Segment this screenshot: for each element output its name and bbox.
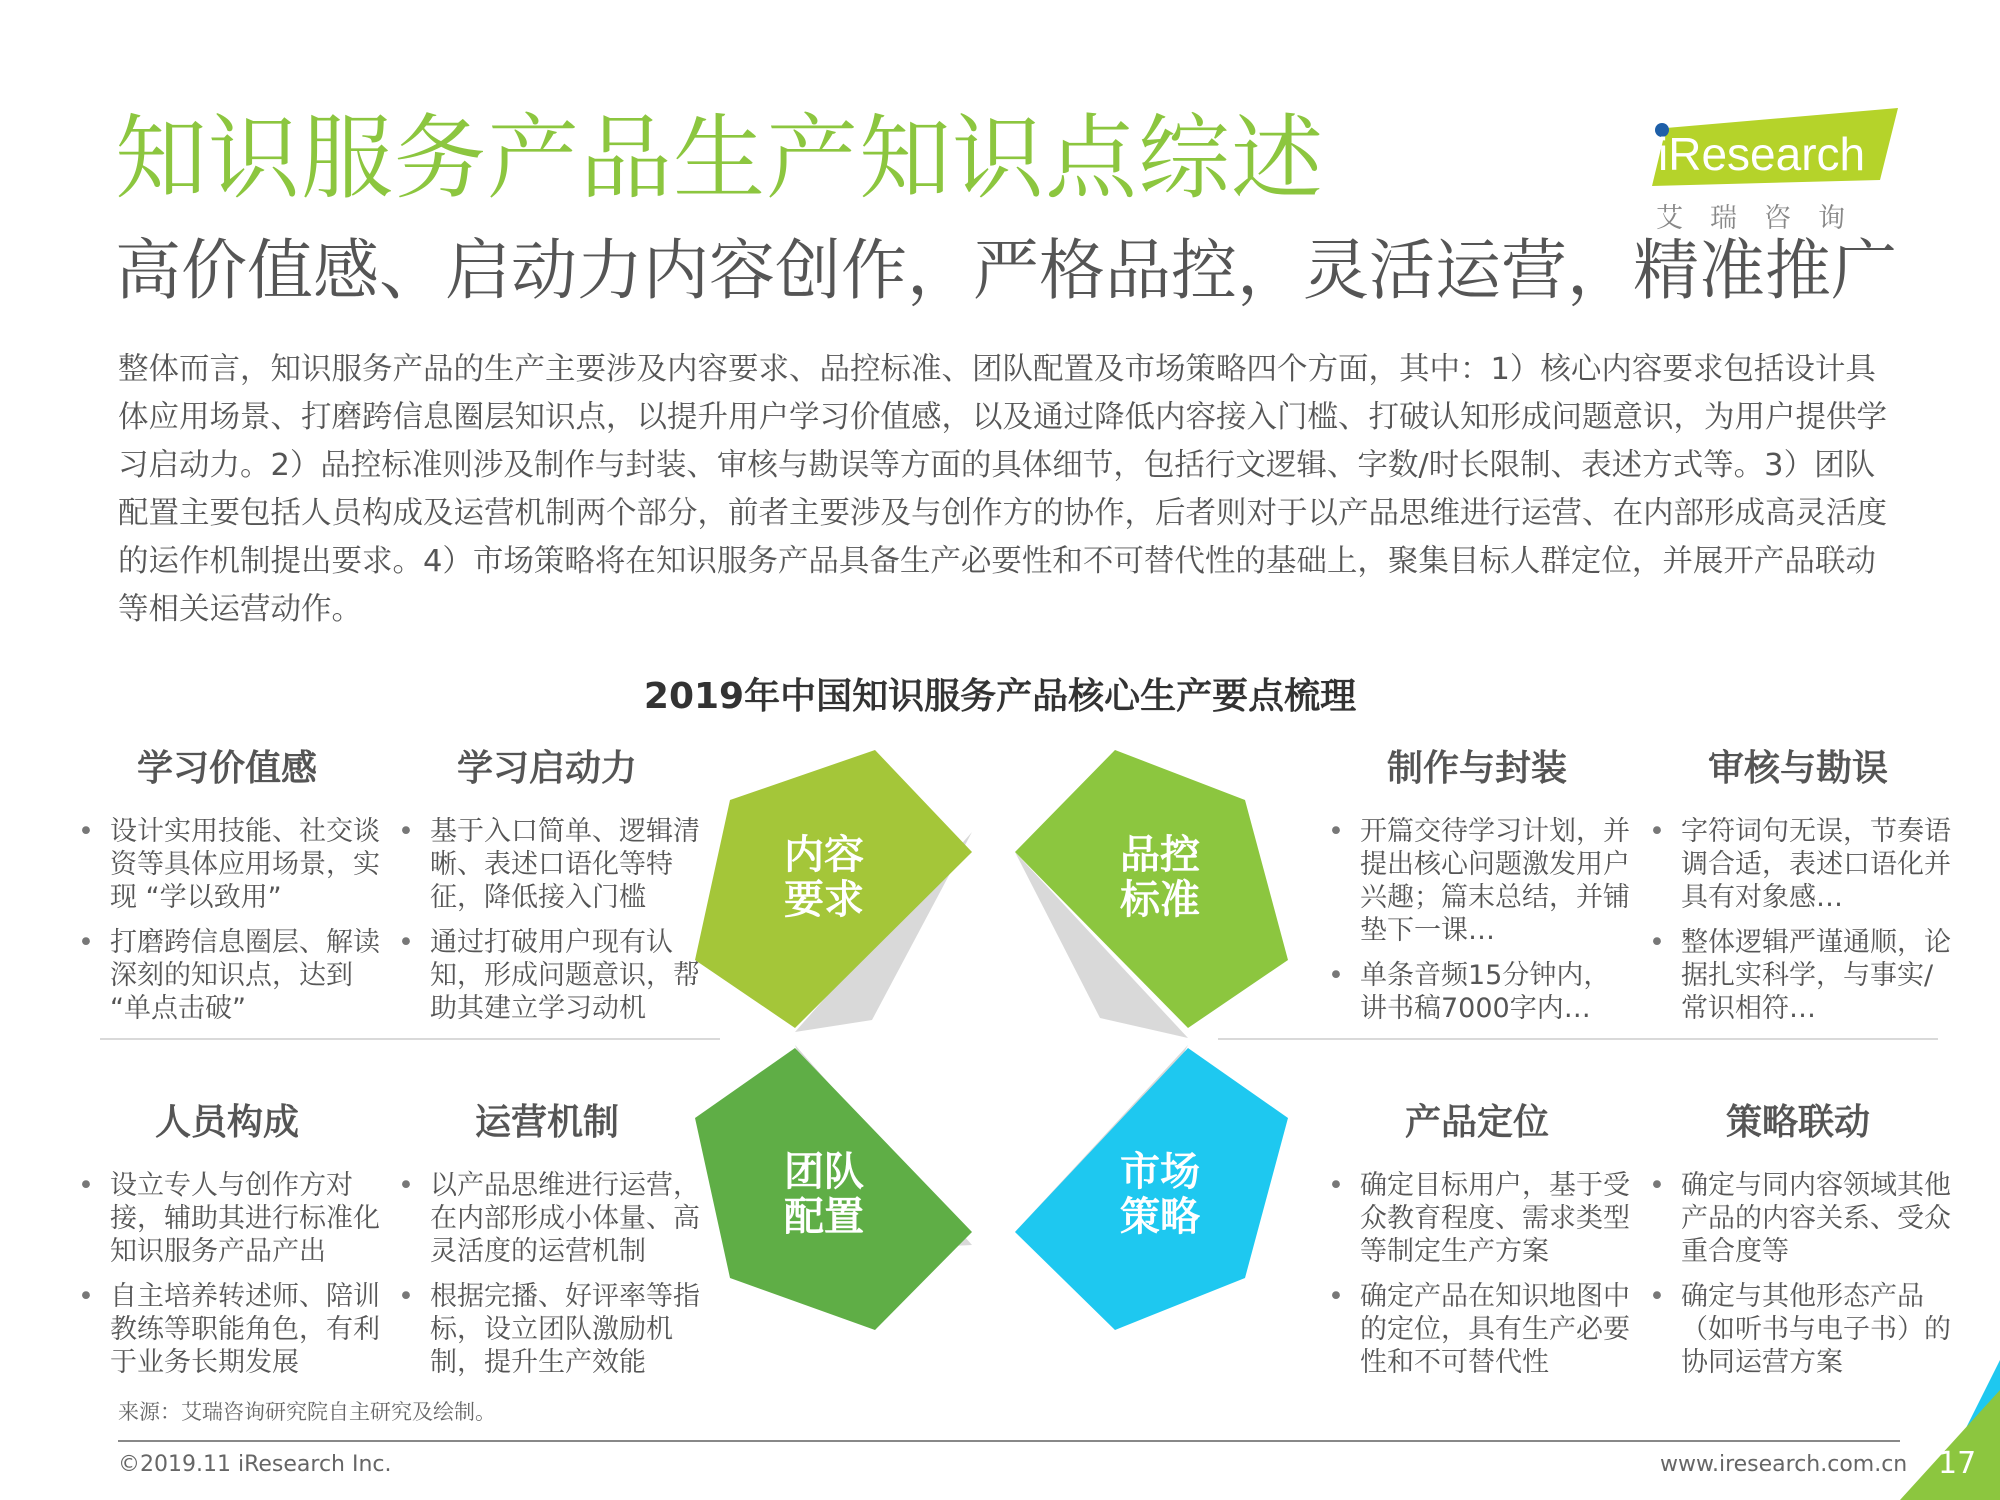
column-heading: 运营机制 <box>474 1102 619 1143</box>
column-heading: 学习启动力 <box>456 748 637 789</box>
column-heading: 制作与封装 <box>1386 748 1567 789</box>
center-label: 要求 <box>784 877 864 923</box>
column-heading: 人员构成 <box>154 1102 299 1143</box>
list-item: • 确定产品在知识地图中的定位，具有生产必要性和不可替代性 <box>1322 1280 1632 1379</box>
center-diagram <box>660 740 1340 1340</box>
column-learning-value <box>72 740 382 1037</box>
intro-paragraph: 整体而言，知识服务产品的生产主要涉及内容要求、品控标准、团队配置及市场策略四个方面，其中：1）核心内容要求包括设计具体应用场景、打磨跨信息圈层知识点，以提升用户学习价值感，以及通过降低内容接入门槛、打破认知形成问题意识，为用户提供学习启动力。2）品控标准则涉及制作与封装、审核与勘误等方面的具体细节，包括行文逻辑、字数/时长限制、表述方式等。3）团队配置主要包括人员构成及运营机制两个部分，前者主要涉及与创作方的协作，后者则对于以产品思维进行运营、在内部形成高灵活度的运作机制提出要求。4）市场策略将在知识服务产品具备生产必要性和不可替代性的基础上，聚集目标人群定位，并展开产品联动等相关运营动作。 <box>118 352 1887 627</box>
column-heading: 审核与勘误 <box>1707 748 1888 789</box>
center-label: 标准 <box>1120 877 1200 923</box>
column-learning-motivation <box>392 740 702 1037</box>
page-title: 知识服务产品生产知识点综述 <box>115 105 1325 212</box>
list-item: • 打磨跨信息圈层、解读深刻的知识点，达到 “单点击破” <box>72 926 382 1025</box>
bullet-list <box>72 815 382 1025</box>
bullet-list <box>1322 1169 1632 1379</box>
list-item: • 确定目标用户，基于受众教育程度、需求类型等制定生产方案 <box>1322 1169 1632 1268</box>
bullet-list <box>392 815 702 1025</box>
list-item: • 以产品思维进行运营，在内部形成小体量、高灵活度的运营机制 <box>392 1169 702 1268</box>
page-subtitle: 高价值感、启动力内容创作，严格品控，灵活运营，精准推广 <box>115 232 1897 309</box>
list-item: • 基于入口简单、逻辑清晰、表述口语化等特征，降低接入门槛 <box>392 815 702 914</box>
column-production-packaging <box>1322 740 1632 1037</box>
separator-line <box>100 1038 720 1040</box>
chart-title: 2019年中国知识服务产品核心生产要点梳理 <box>643 676 1357 717</box>
source-note: 来源：艾瑞咨询研究院自主研究及绘制。 <box>118 1400 496 1424</box>
column-strategy-linkage <box>1643 1094 1953 1391</box>
column-heading: 策略联动 <box>1725 1102 1870 1143</box>
list-item: • 确定与其他形态产品（如听书与电子书）的协同运营方案 <box>1643 1280 1953 1379</box>
bullet-list <box>392 1169 702 1379</box>
list-item: • 整体逻辑严谨通顺，论据扎实科学，与事实/常识相符… <box>1643 926 1953 1025</box>
list-item: • 开篇交待学习计划，并提出核心问题激发用户兴趣；篇末总结，并铺垫下一课… <box>1322 815 1632 947</box>
bullet-list <box>1322 815 1632 1025</box>
iresearch-logo-graphic <box>1648 108 1900 190</box>
center-label: 团队 <box>784 1149 864 1195</box>
list-item: • 单条音频15分钟内，讲书稿7000字内… <box>1322 959 1632 1025</box>
center-label: 市场 <box>1120 1149 1200 1195</box>
center-label: 策略 <box>1120 1194 1200 1240</box>
bullet-list <box>1643 1169 1953 1379</box>
column-operation-mechanism <box>392 1094 702 1391</box>
list-item: • 通过打破用户现有认知，形成问题意识，帮助其建立学习动机 <box>392 926 702 1025</box>
list-item: • 设立专人与创作方对接，辅助其进行标准化知识服务产品产出 <box>72 1169 382 1268</box>
footer-divider <box>118 1440 1900 1442</box>
bullet-list <box>72 1169 382 1379</box>
logo-text: iResearch <box>1658 128 1866 180</box>
column-heading: 产品定位 <box>1404 1102 1549 1143</box>
list-item: • 根据完播、好评率等指标，设立团队激励机制，提升生产效能 <box>392 1280 702 1379</box>
copyright: ©2019.11 iResearch Inc. <box>118 1452 392 1477</box>
list-item: • 字符词句无误，节奏语调合适，表述口语化并具有对象感… <box>1643 815 1953 914</box>
website-link: www.iresearch.com.cn <box>1660 1452 1908 1477</box>
list-item: • 设计实用技能、社交谈资等具体应用场景，实现 “学以致用” <box>72 815 382 914</box>
center-label: 配置 <box>784 1194 864 1240</box>
list-item: • 确定与同内容领域其他产品的内容关系、受众重合度等 <box>1643 1169 1953 1268</box>
column-review-correction <box>1643 740 1953 1037</box>
column-product-positioning <box>1322 1094 1632 1391</box>
logo-chinese: 艾瑞咨询 <box>1656 203 1872 234</box>
iresearch-logo <box>1648 108 1900 194</box>
column-heading: 学习价值感 <box>136 748 317 789</box>
page-number: 17 <box>1938 1446 1977 1481</box>
bullet-list <box>1643 815 1953 1025</box>
separator-line <box>1218 1038 1938 1040</box>
corner-triangle-green <box>1900 1390 2000 1500</box>
center-label: 品控 <box>1120 832 1200 878</box>
list-item: • 自主培养转述师、陪训教练等职能角色，有利于业务长期发展 <box>72 1280 382 1379</box>
column-staffing <box>72 1094 382 1391</box>
center-label: 内容 <box>784 832 864 878</box>
